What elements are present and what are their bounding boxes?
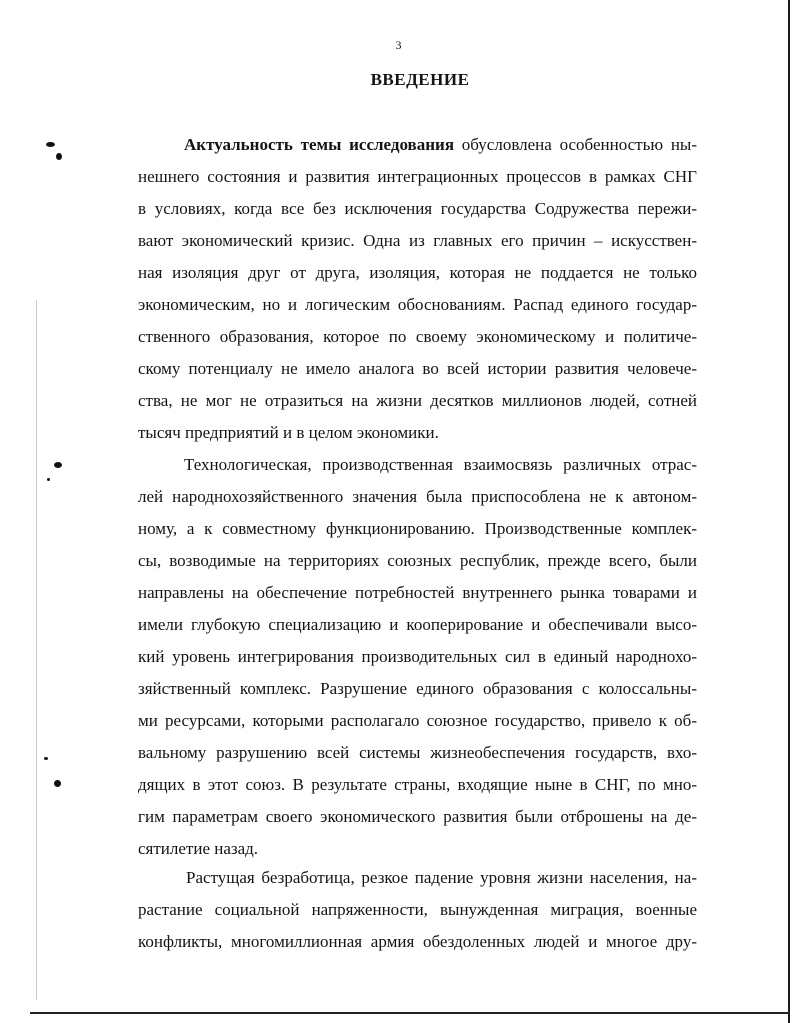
lead-phrase: Актуальность темы исследования	[184, 135, 455, 154]
paragraph-line: гим параметрам своего экономического развития были отброшены на де-	[138, 807, 697, 826]
paragraph-line: нешнего состояния и развития интеграционных процессов в рамках СНГ	[138, 167, 697, 186]
paragraph-line: кий уровень интегрирования производительных сил в единый народнохо-	[138, 647, 697, 666]
paragraph-line: направлены на обеспечение потребностей внутреннего рынка товарами и	[138, 583, 697, 602]
paragraph-line: Растущая безработица, резкое падение уровня жизни населения, на-	[186, 868, 697, 887]
paragraph-line: сы, возводимые на территориях союзных республик, прежде всего, были	[138, 551, 697, 570]
paragraph-line: скому потенциалу не имело аналога во всей истории развития человече-	[138, 359, 697, 378]
scan-speck	[44, 757, 48, 760]
paragraph-line: ственного образования, которое по своему экономическому и политиче-	[138, 327, 697, 346]
paragraph-line: Актуальность темы исследования обусловлена особенностью ны-	[184, 135, 698, 154]
paragraph-line: ми ресурсами, которыми располагало союзное государство, привело к об-	[138, 711, 697, 730]
page-number: 3	[395, 38, 402, 52]
paragraph-line: ная изоляция друг от друга, изоляция, которая не поддается не только	[138, 263, 697, 282]
paragraph-line: конфликты, многомиллионная армия обездоленных людей и многое дру-	[138, 932, 697, 951]
paragraph-line: сятилетие назад.	[138, 839, 259, 858]
page-title: ВВЕДЕНИЕ	[370, 70, 470, 89]
paragraph-line: ному, а к совместному функционированию. Производственные комплек-	[138, 519, 697, 538]
scan-speck	[54, 462, 62, 468]
paragraph-line: тысяч предприятий и в целом экономики.	[138, 423, 439, 442]
scan-speck	[47, 478, 50, 481]
scan-speck	[56, 153, 62, 160]
paragraph-line: вают экономический кризис. Одна из главных его причин – искусствен-	[138, 231, 697, 250]
paragraph-line: в условиях, когда все без исключения государства Содружества пережи-	[138, 199, 697, 218]
paragraph-line: ства, не мог не отразиться на жизни десятков миллионов людей, сотней	[138, 391, 697, 410]
scan-border-right	[788, 0, 790, 1023]
paragraph-line: дящих в этот союз. В результате страны, входящие ныне в СНГ, по мно-	[138, 775, 697, 794]
paragraph-line: лей народнохозяйственного значения была приспособлена не к автоном-	[138, 487, 697, 506]
scan-speck	[54, 780, 61, 787]
paragraph-line: вальному разрушению всей системы жизнеобеспечения государств, вхо-	[138, 743, 697, 762]
scan-border-bottom	[30, 1012, 790, 1014]
paragraph-line: зяйственный комплекс. Разрушение единого образования с колоссальны-	[138, 679, 697, 698]
paragraph-line: экономическим, но и логическим обоснованиям. Распад единого государ-	[138, 295, 697, 314]
scan-speck	[46, 142, 55, 147]
paragraph-line: растание социальной напряженности, вынужденная миграция, военные	[138, 900, 697, 919]
paragraph-line: имели глубокую специализацию и кооперирование и обеспечивали высо-	[138, 615, 697, 634]
paragraph-line: Технологическая, производственная взаимосвязь различных отрас-	[184, 455, 697, 474]
scan-left-edge	[36, 300, 37, 1000]
